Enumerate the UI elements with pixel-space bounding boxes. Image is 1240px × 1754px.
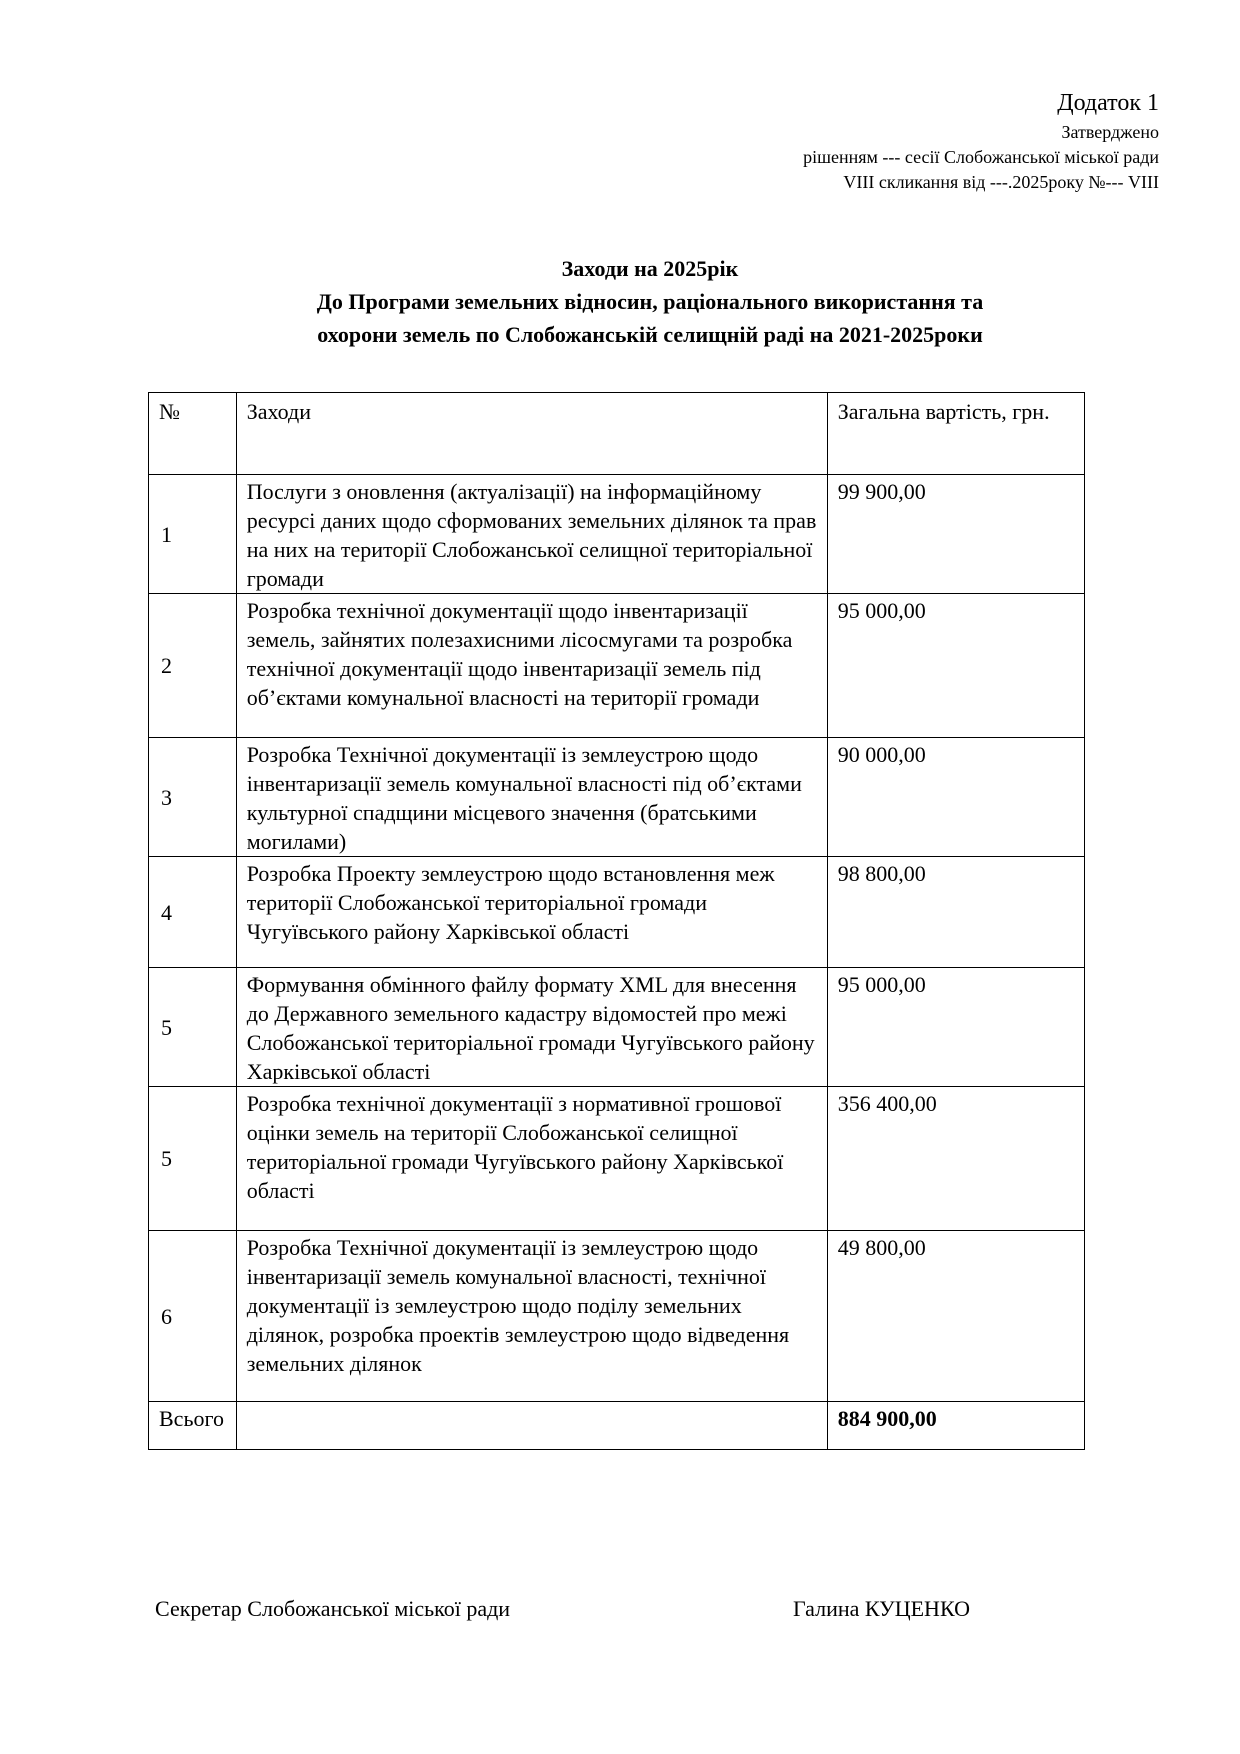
table-row <box>149 475 1085 594</box>
annex-label: Додаток 1 <box>1057 90 1159 116</box>
row-description: Розробка технічної документації щодо інвентаризації земель, зайнятих полезахисними лісосмугами та розробка технічної документації щодо інвентаризації земель під об’єктами комунальної власності на території громади <box>236 594 827 738</box>
heading-program-line: До Програми земельних відносин, раціонального використання та <box>316 289 984 314</box>
row-number: 5 <box>149 968 237 1087</box>
total-row <box>149 1402 1085 1450</box>
approval-block <box>803 86 1159 195</box>
table-row <box>149 968 1085 1087</box>
heading-title: Заходи на 2025рік <box>561 256 739 281</box>
signatory-name: Галина КУЦЕНКО <box>793 1596 970 1621</box>
signatory-role: Секретар Слобожанської міської ради <box>155 1596 511 1621</box>
document-heading <box>150 252 1150 351</box>
row-number: 2 <box>149 594 237 738</box>
row-description: Розробка технічної документації з нормативної грошової оцінки земель на території Слобожанської селищної територіальної громади Чугуївського району Харківської області <box>236 1087 827 1231</box>
total-empty-cell <box>236 1402 827 1450</box>
approval-convocation-line: VIII скликання від ---.2025року №--- VIII <box>843 172 1159 192</box>
table-header-row <box>149 393 1085 475</box>
approval-line: Затверджено <box>1061 122 1159 142</box>
row-cost: 90 000,00 <box>827 738 1084 857</box>
table-row <box>149 1231 1085 1402</box>
row-description: Розробка Проекту землеустрою щодо встановлення меж території Слобожанської територіальної громади Чугуївського району Харківської області <box>236 857 827 968</box>
row-cost: 49 800,00 <box>827 1231 1084 1402</box>
measures-table <box>148 392 1085 1450</box>
approval-decision-line: рішенням --- сесії Слобожанської міської ради <box>803 147 1159 167</box>
header-measures: Заходи <box>236 393 827 475</box>
table-row <box>149 738 1085 857</box>
row-number: 6 <box>149 1231 237 1402</box>
row-cost: 95 000,00 <box>827 968 1084 1087</box>
row-number: 5 <box>149 1087 237 1231</box>
row-cost: 99 900,00 <box>827 475 1084 594</box>
row-number: 3 <box>149 738 237 857</box>
total-cost: 884 900,00 <box>827 1402 1084 1450</box>
row-cost: 95 000,00 <box>827 594 1084 738</box>
table-row <box>149 1087 1085 1231</box>
row-cost: 98 800,00 <box>827 857 1084 968</box>
row-number: 4 <box>149 857 237 968</box>
table-row <box>149 594 1085 738</box>
header-number: № <box>149 393 237 475</box>
heading-program-line-2: охорони земель по Слобожанській селищній раді на 2021-2025роки <box>317 322 983 347</box>
row-number: 1 <box>149 475 237 594</box>
table-row <box>149 857 1085 968</box>
row-cost: 356 400,00 <box>827 1087 1084 1231</box>
row-description: Розробка Технічної документації із землеустрою щодо інвентаризації земель комунальної власності під об’єктами культурної спадщини місцевого значення (братськими могилами) <box>236 738 827 857</box>
row-description: Розробка Технічної документації із землеустрою щодо інвентаризації земель комунальної власності, технічної документації із землеустрою щодо поділу земельних ділянок, розробка проектів землеустрою щодо відведення земельних ділянок <box>236 1231 827 1402</box>
row-description: Формування обмінного файлу формату XML для внесення до Державного земельного кадастру відомостей про межі Слобожанської територіальної громади Чугуївського району Харківської області <box>236 968 827 1087</box>
header-cost: Загальна вартість, грн. <box>827 393 1084 475</box>
row-description: Послуги з оновлення (актуалізації) на інформаційному ресурсі даних щодо сформованих земельних ділянок та прав на них на території Слобожанської селищної територіальної громади <box>236 475 827 594</box>
total-label: Всього <box>149 1402 237 1450</box>
